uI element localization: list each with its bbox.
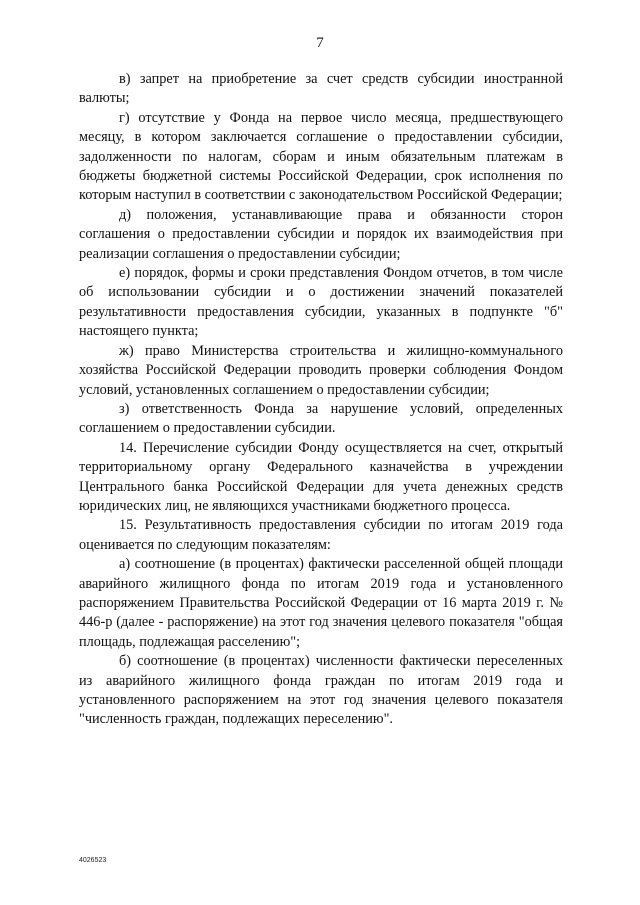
paragraph-15-a: а) соотношение (в процентах) фактически расселенной общей площади аварийного жилищного фонда по итогам 2019 года и установленного распоряжением Правительства Российской Федерации от 16 марта 2019 г. № 446-р (далее - распоряжение) на этот год значения целевого показателя "общая площадь, подлежащая расселению"; [79, 556, 563, 650]
paragraph-14: 14. Перечисление субсидии Фонду осуществляется на счет, открытый территориальному органу Федерального казначейства в учреждении Центрального банка Российской Федерации для учета денежных средств юридических лиц, не являющихся участниками бюджетного процесса. [79, 439, 563, 514]
paragraph-item-e: е) порядок, формы и сроки представления Фондом отчетов, в том числе об использовании субсидии и о достижении значений показателей результативности предоставления субсидии, указанных в подпункте "б" настоящего пункта; [79, 265, 563, 340]
paragraph-item-v: в) запрет на приобретение за счет средств субсидии иностранной валюты; [79, 71, 563, 107]
paragraph-item-d: д) положения, устанавливающие права и обязанности сторон соглашения о предоставлении субсидии и порядок их взаимодействия при реализации соглашения о предоставлении субсидии; [79, 206, 563, 262]
page-number: 7 [316, 35, 324, 51]
paragraph-15: 15. Результативность предоставления субсидии по итогам 2019 года оценивается по следующим показателям: [79, 517, 563, 553]
document-body [79, 70, 563, 730]
paragraph-item-zh: ж) право Министерства строительства и жилищно-коммунального хозяйства Российской Федерации проводить проверки соблюдения Фондом условий, установленных соглашением о предоставлении субсидии; [79, 342, 563, 398]
paragraph-15-b: б) соотношение (в процентах) численности фактически переселенных из аварийного жилищного фонда граждан по итогам 2019 года и установленного распоряжением на этот год значения целевого показателя "численность граждан, подлежащих переселению". [79, 653, 563, 728]
paragraph-item-g: г) отсутствие у Фонда на первое число месяца, предшествующего месяцу, в котором заключается соглашение о предоставлении субсидии, задолженности по налогам, сборам и иным обязательным платежам в бюджеты бюджетной системы Российской Федерации, срок исполнения по которым наступил в соответствии с законодательством Российской Федерации; [79, 109, 563, 204]
paragraph-item-z: з) ответственность Фонда за нарушение условий, определенных соглашением о предоставлении субсидии. [79, 400, 563, 437]
document-code: 4026523 [79, 857, 107, 864]
